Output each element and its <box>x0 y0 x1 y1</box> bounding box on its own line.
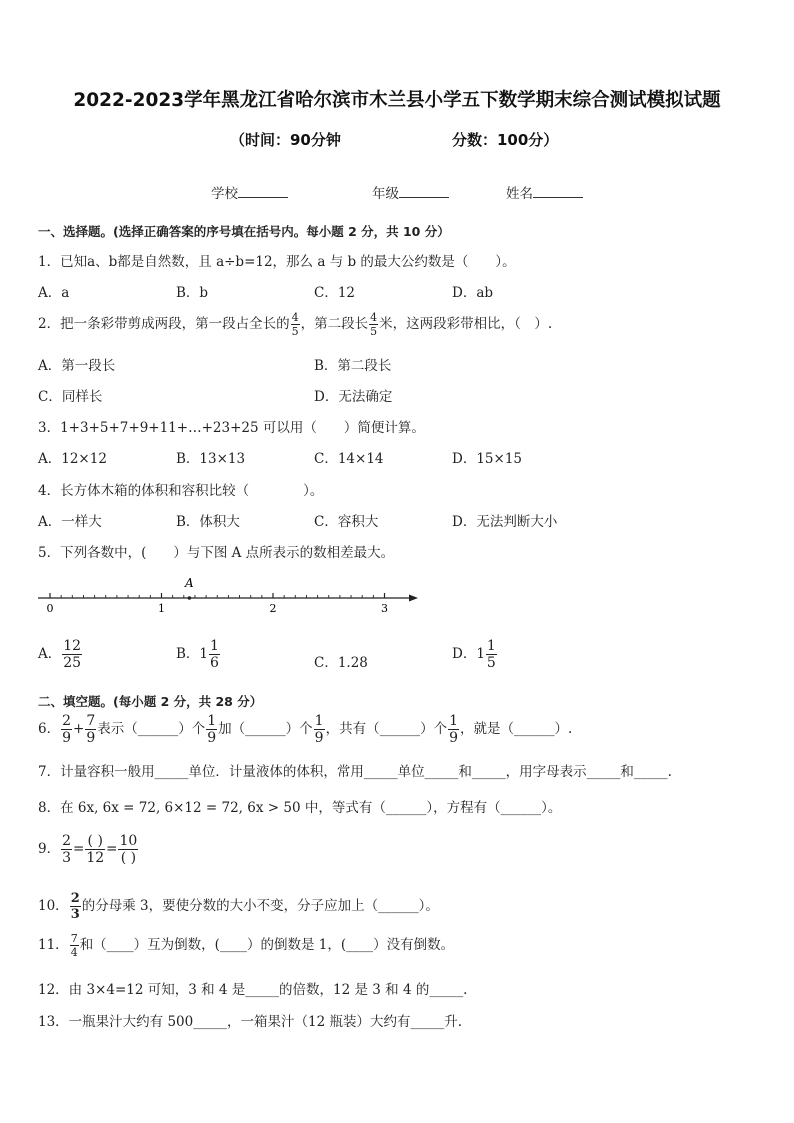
exam-time: （时间：90分钟 <box>230 131 341 149</box>
q3-option-c[interactable]: C．14×14 <box>314 451 384 467</box>
point-a-label: A <box>185 576 194 590</box>
q2-fraction-1: $\frac{4}{5}$ <box>291 311 299 338</box>
name-field[interactable] <box>506 182 583 202</box>
school-label: 学校 <box>211 186 238 202</box>
q2-option-b[interactable]: B．第二段长 <box>314 358 392 374</box>
q1-option-c[interactable]: C．12 <box>314 285 356 301</box>
name-blank[interactable] <box>533 183 583 198</box>
question-10: 10． $\frac{2}{3}$ 的分母乘 3，要使分数的大小不变，分子应加上（______）。 <box>38 891 439 922</box>
question-9: 9． $\frac{2}{3}$ = $\frac{( )}{12}$ = $\frac{10}{( )}$ <box>38 833 138 866</box>
exam-score: 分数：100分） <box>452 131 559 149</box>
question-1: 1．已知a、b都是自然数，且 a÷b=12，那么 a 与 b 的最大公约数是（ ）。 <box>38 254 516 270</box>
q3-option-a[interactable]: A．12×12 <box>38 451 107 467</box>
school-blank[interactable] <box>238 183 288 198</box>
question-11: 11． $\frac{7}{4}$ 和（____）互为倒数，(____）的倒数是 1，(____）没有倒数。 <box>38 932 455 959</box>
question-12: 12．由 3×4=12 可知，3 和 4 是_____的倍数，12 是 3 和 4 的_____. <box>38 982 468 998</box>
grade-field[interactable] <box>372 182 449 202</box>
q1-option-d[interactable]: D．ab <box>452 285 494 301</box>
q2-option-c[interactable]: C．同样长 <box>38 389 103 405</box>
question-6: 6． $\frac{2}{9}$ + $\frac{7}{9}$ 表示（______）个 $\frac{1}{9}$ 加（______）个 $\frac{1}{9}$ ，共有（______）个 $\frac{1}{9}$ ，就是（______）. <box>38 713 573 746</box>
q3-option-d[interactable]: D．15×15 <box>452 451 522 467</box>
tick-label: 0 <box>46 602 54 615</box>
q1-option-a[interactable]: A．a <box>38 285 70 301</box>
number-line-arrow <box>409 595 418 602</box>
q4-option-d[interactable]: D．无法判断大小 <box>452 514 558 530</box>
q5-option-b[interactable]: B．1 $\frac{1}{6}$ <box>176 638 219 671</box>
tick-label: 2 <box>269 602 277 615</box>
question-4: 4．长方体木箱的体积和容积比较（ ）。 <box>38 483 324 499</box>
q2-prefix: 2．把一条彩带剪成两段，第一段占全长的 <box>38 316 290 332</box>
section-2-heading: 二、填空题。(每小题 2 分，共 28 分） <box>38 694 263 709</box>
number-line-labels <box>47 602 389 615</box>
point-a-dot <box>188 596 192 600</box>
q1-option-b[interactable]: B．b <box>176 285 209 301</box>
question-13: 13．一瓶果汁大约有 500_____，一箱果汁（12 瓶装）大约有_____升. <box>38 1014 462 1030</box>
question-5: 5．下列各数中，( ）与下图 A 点所表示的数相差最大。 <box>38 545 395 561</box>
q2-option-a[interactable]: A．第一段长 <box>38 358 116 374</box>
q4-option-c[interactable]: C．容积大 <box>314 514 379 530</box>
q4-option-b[interactable]: B．体积大 <box>176 514 240 530</box>
q2-fraction-2: $\frac{4}{5}$ <box>370 311 378 338</box>
number-line-ticks <box>50 593 385 598</box>
school-field[interactable] <box>211 182 288 202</box>
grade-label: 年级 <box>372 186 399 202</box>
question-2 <box>38 312 552 337</box>
question-7: 7．计量容积一般用_____单位．计量液体的体积，常用_____单位_____和_____，用字母表示_____和_____. <box>38 764 672 780</box>
q5-option-a[interactable]: A． $\frac{12}{25}$ <box>38 638 82 671</box>
section-1-heading: 一、选择题。(选择正确答案的序号填在括号内。每小题 2 分，共 10 分） <box>38 224 450 239</box>
q4-option-a[interactable]: A．一样大 <box>38 514 102 530</box>
number-line <box>30 572 430 616</box>
q2-middle: ，第二段长 <box>300 316 369 332</box>
page-title: 2022-2023学年黑龙江省哈尔滨市木兰县小学五下数学期末综合测试模拟试题 <box>73 90 721 111</box>
q5-option-d[interactable]: D．1 $\frac{1}{5}$ <box>452 638 496 671</box>
q5-option-c[interactable]: C．1.28 <box>314 655 368 671</box>
tick-label: 3 <box>381 602 388 615</box>
tick-label: 1 <box>158 602 165 615</box>
q2-suffix: 米，这两段彩带相比，（ ）. <box>379 316 553 332</box>
question-3: 3．1+3+5+7+9+11+…+23+25 可以用（ ）简便计算。 <box>38 420 425 436</box>
q3-option-b[interactable]: B．13×13 <box>176 451 246 467</box>
name-label: 姓名 <box>506 186 533 202</box>
question-8: 8．在 6x, 6x = 72, 6×12 = 72, 6x > 50 中，等式有（______），方程有（______）。 <box>38 800 562 816</box>
grade-blank[interactable] <box>399 183 449 198</box>
q2-option-d[interactable]: D．无法确定 <box>314 389 393 405</box>
